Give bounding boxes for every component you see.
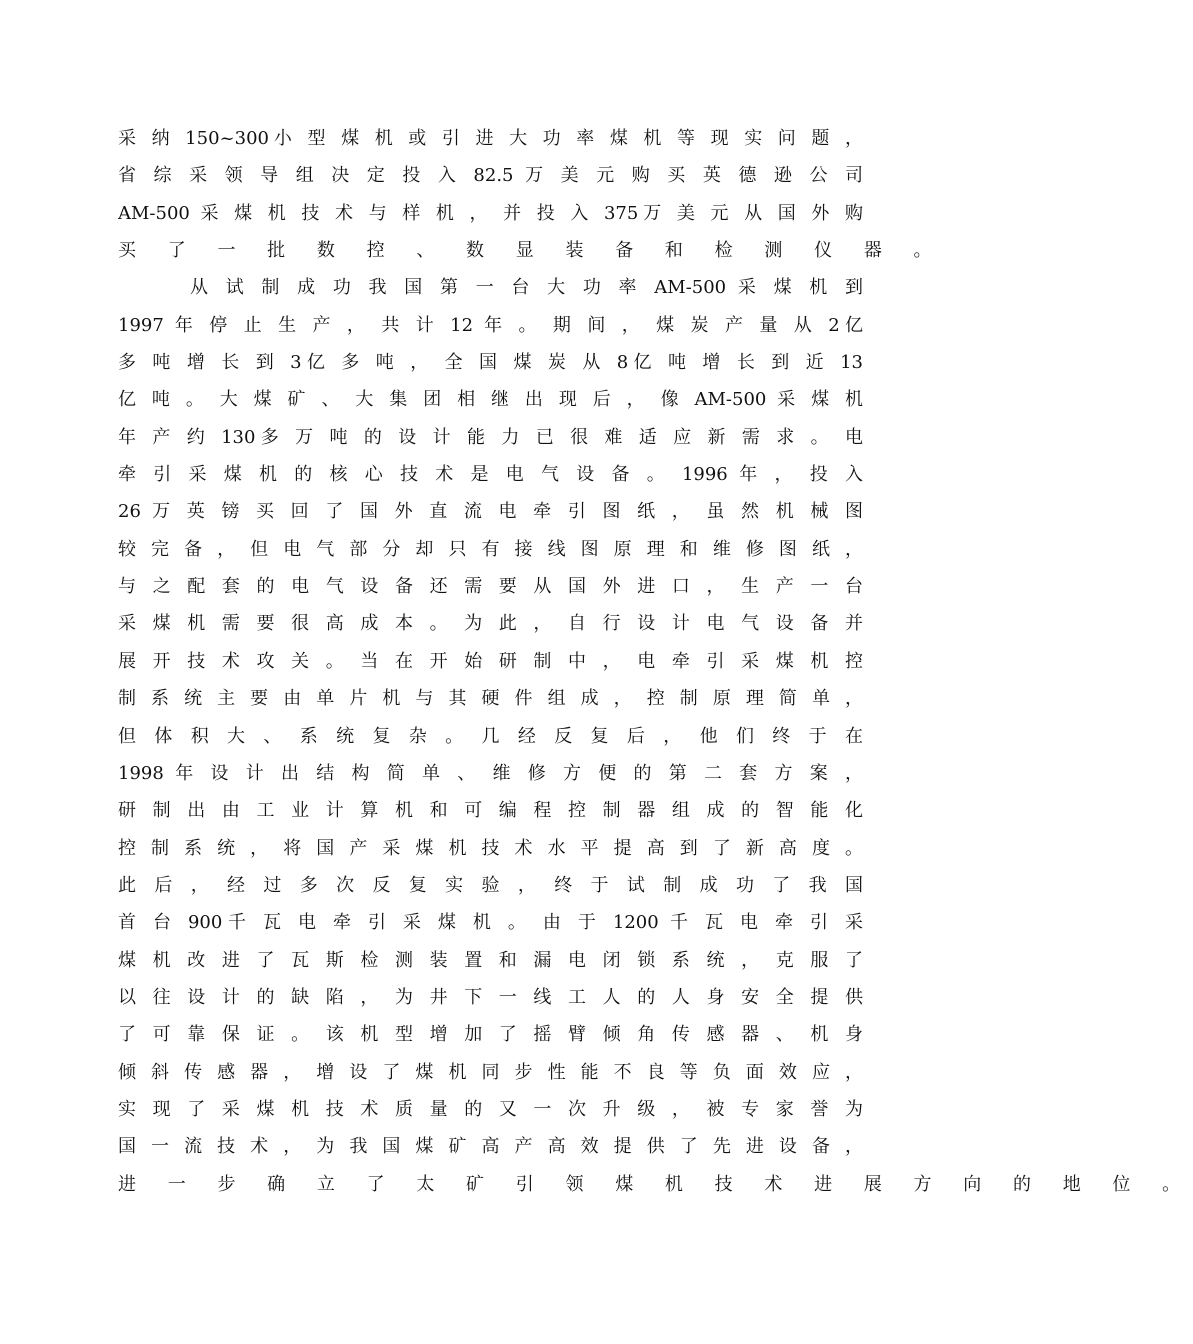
text-line: 煤 机 改 进 了 瓦 斯 检 测 装 置 和 漏 电 闭 锁 系 统 ， 克 服 了 [118,949,863,971]
text-line: 较 完 备 ， 但 电 气 部 分 却 只 有 接 线 图 原 理 和 维 修 图 纸 ， [118,538,863,560]
text-line: 与 之 配 套 的 电 气 设 备 还 需 要 从 国 外 进 口 ， 生 产 一 台 [118,576,863,598]
text-line: 亿 吨 。 大 煤 矿 、 大 集 团 相 继 出 现 后 ， 像 AM-500 采 煤 机 [118,389,863,411]
text-line: 控 制 系 统 ， 将 国 产 采 煤 机 技 术 水 平 提 高 到 了 新 高 度 。 [118,837,863,859]
text-line: 以 往 设 计 的 缺 陷 ， 为 井 下 一 线 工 人 的 人 身 安 全 提 供 [118,986,863,1008]
text-line: 研 制 出 由 工 业 计 算 机 和 可 编 程 控 制 器 组 成 的 智 能 化 [118,800,863,822]
text-line: 采 煤 机 需 要 很 高 成 本 。 为 此 ， 自 行 设 计 电 气 设 备 并 [118,613,863,635]
text-line: 牵 引 采 煤 机 的 核 心 技 术 是 电 气 设 备 。 1996 年 ， 投 入 [118,464,863,486]
text-line: AM-500 采 煤 机 技 术 与 样 机 ， 并 投 入 375万 美 元 从 国 外 购 [118,202,863,224]
text-line: 省 综 采 领 导 组 决 定 投 入 82.5 万 美 元 购 买 英 德 逊 公 司 [118,165,863,187]
text-line: 1997 年 停 止 生 产 ， 共 计 12 年 。 期 间 ， 煤 炭 产 量 从 2亿 [118,314,863,336]
text-line: 26 万 英 镑 买 回 了 国 外 直 流 电 牵 引 图 纸 ， 虽 然 机 械 图 [118,501,863,523]
text-line: 买 了 一 批 数 控 、 数 显 装 备 和 检 测 仪 器 。 [118,240,945,262]
article-body [118,120,1193,1203]
text-line: 制 系 统 主 要 由 单 片 机 与 其 硬 件 组 成 ， 控 制 原 理 简 单 ， [118,688,863,710]
text-line: 进 一 步 确 立 了 太 矿 引 领 煤 机 技 术 进 展 方 向 的 地 位 。 [118,1173,1193,1195]
text-line: 1998 年 设 计 出 结 构 简 单 、 维 修 方 便 的 第 二 套 方 案 ， [118,762,863,784]
text-line: 但 体 积 大 、 系 统 复 杂 。 几 经 反 复 后 ， 他 们 终 于 在 [118,725,863,747]
text-line: 采 纳 150~300小 型 煤 机 或 引 进 大 功 率 煤 机 等 现 实 问 题 ， [118,128,863,149]
text-line: 了 可 靠 保 证 。 该 机 型 增 加 了 摇 臂 倾 角 传 感 器 、 机 身 [118,1024,863,1046]
text-line: 多 吨 增 长 到 3亿 多 吨 ， 全 国 煤 炭 从 8亿 吨 增 长 到 近 13 [118,352,863,374]
text-line: 从 试 制 成 功 我 国 第 一 台 大 功 率 AM-500 采 煤 机 到 [118,277,863,299]
text-line: 实 现 了 采 煤 机 技 术 质 量 的 又 一 次 升 级 ， 被 专 家 誉 为 [118,1098,863,1120]
text-line: 展 开 技 术 攻 关 。 当 在 开 始 研 制 中 ， 电 牵 引 采 煤 机 控 [118,650,863,672]
text-line: 倾 斜 传 感 器 ， 增 设 了 煤 机 同 步 性 能 不 良 等 负 面 效 应 ， [118,1061,863,1083]
text-line: 国 一 流 技 术 ， 为 我 国 煤 矿 高 产 高 效 提 供 了 先 进 设 备 ， [118,1136,863,1158]
text-line: 此 后 ， 经 过 多 次 反 复 实 验 ， 终 于 试 制 成 功 了 我 国 [118,874,863,896]
text-line: 年 产 约 130多 万 吨 的 设 计 能 力 已 很 难 适 应 新 需 求 。 电 [118,426,863,448]
text-line: 首 台 900千 瓦 电 牵 引 采 煤 机 。 由 于 1200 千 瓦 电 牵 引 采 [118,912,863,934]
